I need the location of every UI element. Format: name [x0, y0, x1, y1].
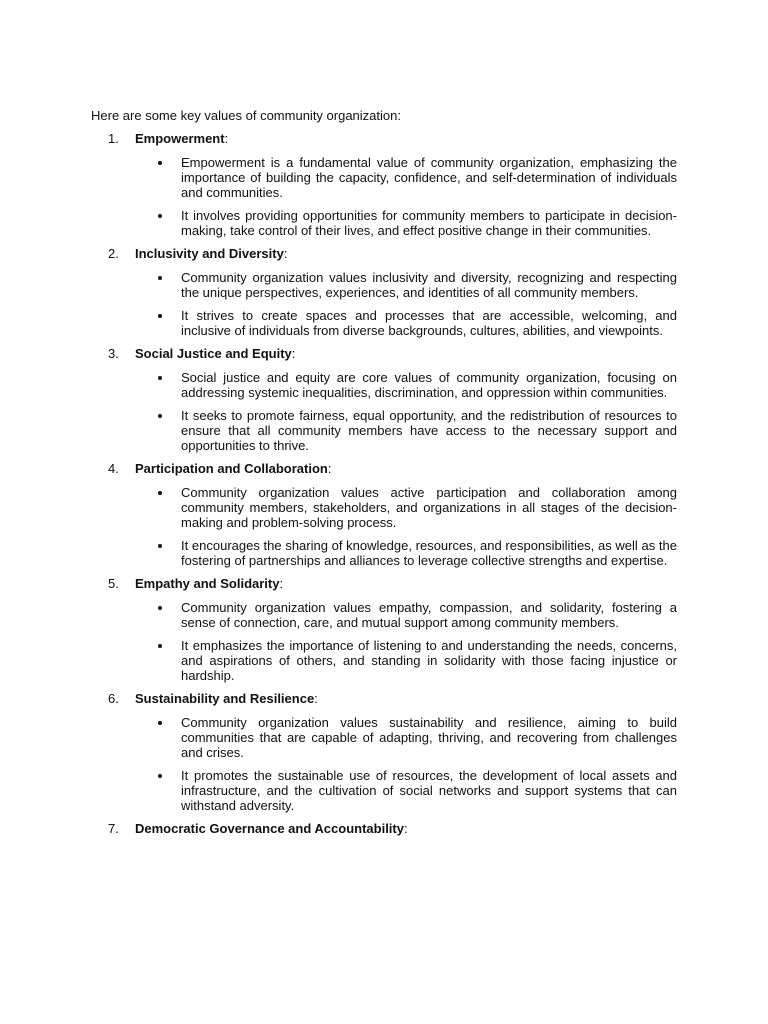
value-item: [0, 461, 768, 568]
bullet-dot-icon: [158, 376, 162, 380]
value-title-wrap: [135, 821, 408, 837]
value-title-colon: :: [283, 246, 288, 261]
value-title: Empowerment: [135, 131, 225, 146]
bullet-text: It involves providing opportunities for community members to participate in decision-making, take control of their lives, and effect positive change in their communities.: [181, 208, 677, 238]
bullet-dot-icon: [158, 414, 162, 418]
value-number: 7.: [108, 821, 119, 836]
bullet-item: [0, 270, 768, 300]
value-item: [0, 576, 768, 683]
value-title-colon: :: [314, 691, 318, 706]
value-number: 4.: [108, 461, 119, 476]
bullet-item: [0, 308, 768, 338]
value-number: 5.: [108, 576, 119, 591]
bullet-dot-icon: [158, 544, 162, 548]
bullet-text: It emphasizes the importance of listening to and understanding the needs, concerns, and aspirations of others, and standing in solidarity with those facing injustice or hardship.: [181, 638, 677, 683]
bullet-item: [0, 408, 768, 453]
bullet-text: Community organization values active participation and collaboration among community members, stakeholders, and organizations in all stages of the decision-making and problem-solving process.: [181, 485, 677, 530]
value-title: Participation and Collaboration: [135, 461, 328, 476]
value-number: 3.: [108, 346, 119, 361]
bullet-text: It strives to create spaces and processes that are accessible, welcoming, and inclusive of individuals from diverse backgrounds, cultures, abilities, and viewpoints.: [181, 308, 677, 338]
bullet-list: [0, 485, 768, 568]
bullet-text: Social justice and equity are core values of community organization, focusing on addressing systemic inequalities, discrimination, and oppression within communities.: [181, 370, 677, 400]
value-title-colon: :: [279, 576, 284, 591]
value-number: 1.: [108, 131, 119, 146]
value-title-colon: :: [291, 346, 296, 361]
value-title-wrap: [135, 131, 228, 147]
values-list: [0, 131, 768, 845]
value-title-wrap: [135, 246, 287, 262]
value-title-colon: :: [403, 821, 408, 836]
value-heading: [0, 461, 768, 477]
bullet-dot-icon: [158, 774, 162, 778]
bullet-list: [0, 155, 768, 238]
bullet-list: [0, 715, 768, 813]
value-title-wrap: [135, 346, 295, 362]
intro-text: Here are some key values of community organization:: [91, 108, 401, 123]
bullet-item: [0, 768, 768, 813]
value-item: [0, 131, 768, 238]
value-title: Social Justice and Equity: [135, 346, 292, 361]
bullet-item: [0, 370, 768, 400]
value-heading: [0, 346, 768, 362]
value-title-colon: :: [224, 131, 229, 146]
bullet-text: Community organization values inclusivity and diversity, recognizing and respecting the unique perspectives, experiences, and identities of all community members.: [181, 270, 677, 300]
bullet-item: [0, 208, 768, 238]
bullet-dot-icon: [158, 491, 162, 495]
bullet-dot-icon: [158, 644, 162, 648]
value-number: 2.: [108, 246, 119, 261]
bullet-dot-icon: [158, 276, 162, 280]
value-item: [0, 821, 768, 837]
bullet-text: It seeks to promote fairness, equal opportunity, and the redistribution of resources to ensure that all community members have access to the necessary support and opportunities to thrive.: [181, 408, 677, 453]
bullet-item: [0, 600, 768, 630]
value-title: Inclusivity and Diversity: [135, 246, 284, 261]
value-heading: [0, 821, 768, 837]
value-title-wrap: [135, 461, 331, 477]
bullet-list: [0, 270, 768, 338]
value-item: [0, 691, 768, 813]
bullet-item: [0, 538, 768, 568]
bullet-list: [0, 370, 768, 453]
bullet-dot-icon: [158, 606, 162, 610]
value-title: Democratic Governance and Accountability: [135, 821, 404, 836]
bullet-dot-icon: [158, 161, 162, 165]
value-title-wrap: [135, 691, 318, 707]
bullet-text: Community organization values sustainability and resilience, aiming to build communities that are capable of adapting, thriving, and recovering from challenges and crises.: [181, 715, 677, 760]
bullet-dot-icon: [158, 314, 162, 318]
bullet-dot-icon: [158, 721, 162, 725]
value-heading: [0, 691, 768, 707]
bullet-item: [0, 485, 768, 530]
value-heading: [0, 131, 768, 147]
value-title: Empathy and Solidarity: [135, 576, 280, 591]
bullet-text: Community organization values empathy, compassion, and solidarity, fostering a sense of connection, care, and mutual support among community members.: [181, 600, 677, 630]
value-title: Sustainability and Resilience: [135, 691, 315, 706]
bullet-item: [0, 638, 768, 683]
bullet-item: [0, 155, 768, 200]
value-title-wrap: [135, 576, 283, 592]
value-heading: [0, 576, 768, 592]
value-item: [0, 246, 768, 338]
bullet-list: [0, 600, 768, 683]
value-item: [0, 346, 768, 453]
bullet-item: [0, 715, 768, 760]
bullet-dot-icon: [158, 214, 162, 218]
bullet-text: It encourages the sharing of knowledge, resources, and responsibilities, as well as the fostering of partnerships and alliances to leverage collective strengths and expertise.: [181, 538, 677, 568]
bullet-text: Empowerment is a fundamental value of community organization, emphasizing the importance of building the capacity, confidence, and self-determination of individuals and communities.: [181, 155, 677, 200]
value-title-colon: :: [327, 461, 332, 476]
value-number: 6.: [108, 691, 119, 706]
bullet-text: It promotes the sustainable use of resources, the development of local assets and infrastructure, and the cultivation of social networks and support systems that can withstand adversity.: [181, 768, 677, 813]
value-heading: [0, 246, 768, 262]
